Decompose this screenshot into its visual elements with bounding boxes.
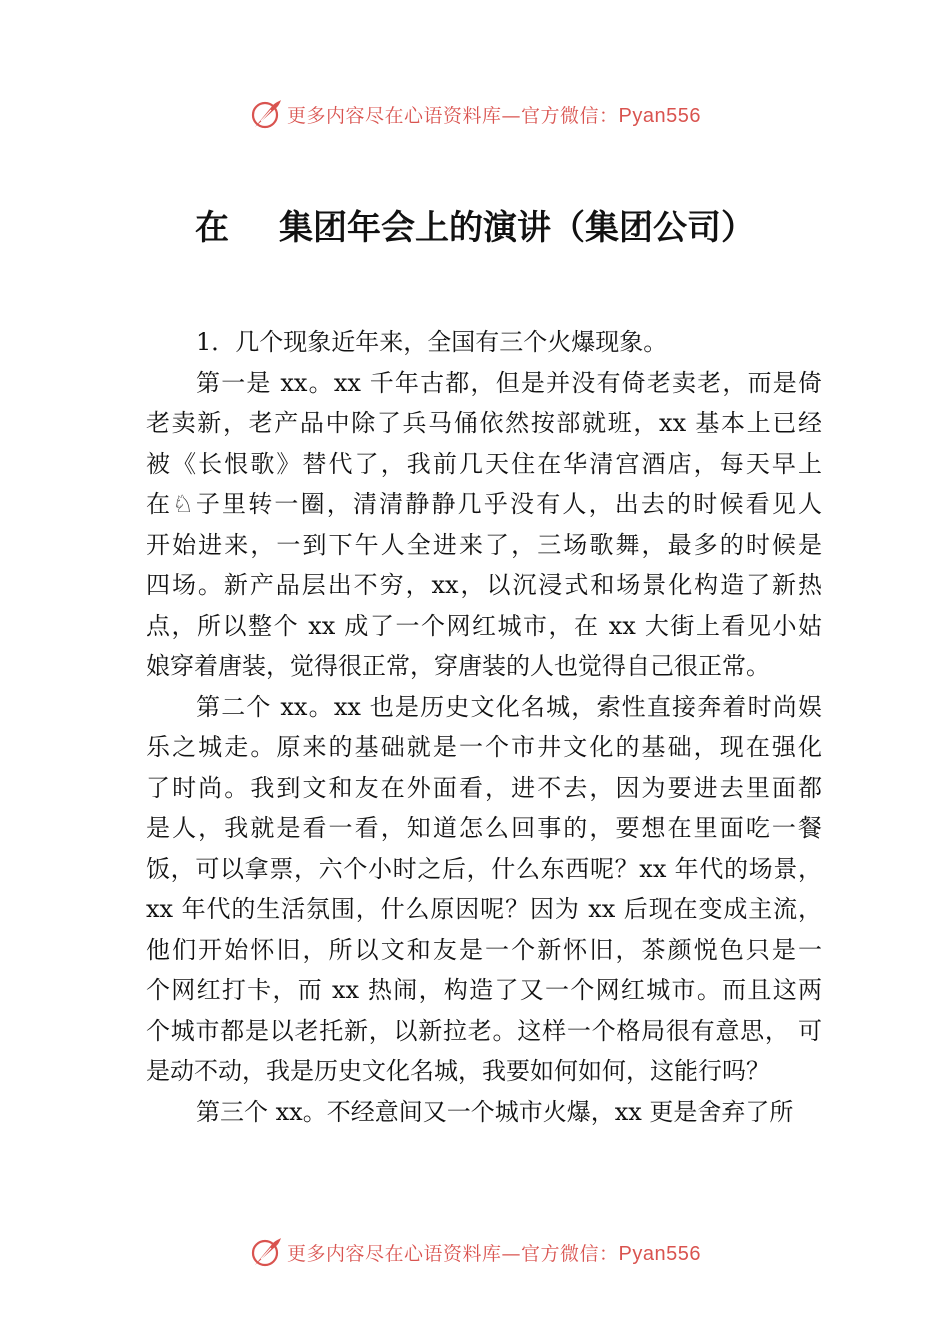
body-line: 他们开始怀旧，所以文和友是一个新怀旧，茶颜悦色只是一 <box>146 935 822 964</box>
body-line: 个网红打卡，而 xx 热闹，构造了又一个网红城市。而且这两 <box>146 976 822 1004</box>
wechat-id: Pyan556 <box>618 1242 701 1265</box>
quill-logo-icon <box>249 1235 283 1269</box>
watermark-text: 更多内容尽在心语资料库—官方微信：Pyan556 <box>287 1242 701 1265</box>
document-title <box>0 200 950 249</box>
body-line: 是动不动，我是历史文化名城，我要如何如何，这能行吗？ <box>146 1057 770 1085</box>
body-line: 1．几个现象近年来，全国有三个火爆现象。 <box>196 328 668 356</box>
body-line: 第一是 xx。xx 千年古都，但是并没有倚老卖老，而是倚 <box>196 368 822 397</box>
body-line: 第二个 xx。xx 也是历史文化名城，索性直接奔着时尚娱 <box>196 692 822 721</box>
body-line: 是人，我就是看一看，知道怎么回事的，要想在里面吃一餐 <box>146 814 822 842</box>
wechat-id: Pyan556 <box>618 104 701 127</box>
watermark-text: 更多内容尽在心语资料库—官方微信：Pyan556 <box>287 104 701 127</box>
body-line: 饭，可以拿票，六个小时之后，什么东西呢？xx 年代的场景， <box>146 854 822 883</box>
body-line: 第三个 xx。不经意间又一个城市火爆，xx 更是舍弃了所 <box>196 1097 794 1126</box>
body-line: 四场。新产品层出不穷，xx，以沉浸式和场景化构造了新热 <box>146 571 822 599</box>
footer-watermark-banner <box>0 1232 950 1272</box>
title-main: 集团年会上的演讲（集团公司） <box>279 208 755 248</box>
header-watermark-banner <box>0 94 950 134</box>
body-line: 点，所以整个 xx 成了一个网红城市，在 xx 大街上看见小姑 <box>146 611 822 640</box>
document-body <box>146 322 822 1132</box>
body-line: 娘穿着唐装，觉得很正常，穿唐装的人也觉得自己很正常。 <box>146 652 770 680</box>
quill-logo-icon <box>249 97 283 131</box>
body-line: 被《长恨歌》替代了，我前几天住在华清宫酒店，每天早上 <box>146 449 822 478</box>
title-prefix: 在 <box>195 208 229 248</box>
body-line: xx 年代的生活氛围，什么原因呢？因为 xx 后现在变成主流， <box>146 895 822 923</box>
body-line: 在♘子里转一圈，清清静静几乎没有人，出去的时候看见人 <box>146 490 822 518</box>
body-line: 开始进来，一到下午人全进来了，三场歌舞，最多的时候是 <box>146 530 822 559</box>
body-line: 乐之城走。原来的基础就是一个市井文化的基础，现在强化 <box>146 733 822 761</box>
body-line: 老卖新，老产品中除了兵马俑依然按部就班，xx 基本上已经 <box>146 409 822 437</box>
body-line: 了时尚。我到文和友在外面看，进不去，因为要进去里面都 <box>146 773 822 802</box>
body-line: 个城市都是以老托新，以新拉老。这样一个格局很有意思， 可 <box>146 1016 822 1045</box>
